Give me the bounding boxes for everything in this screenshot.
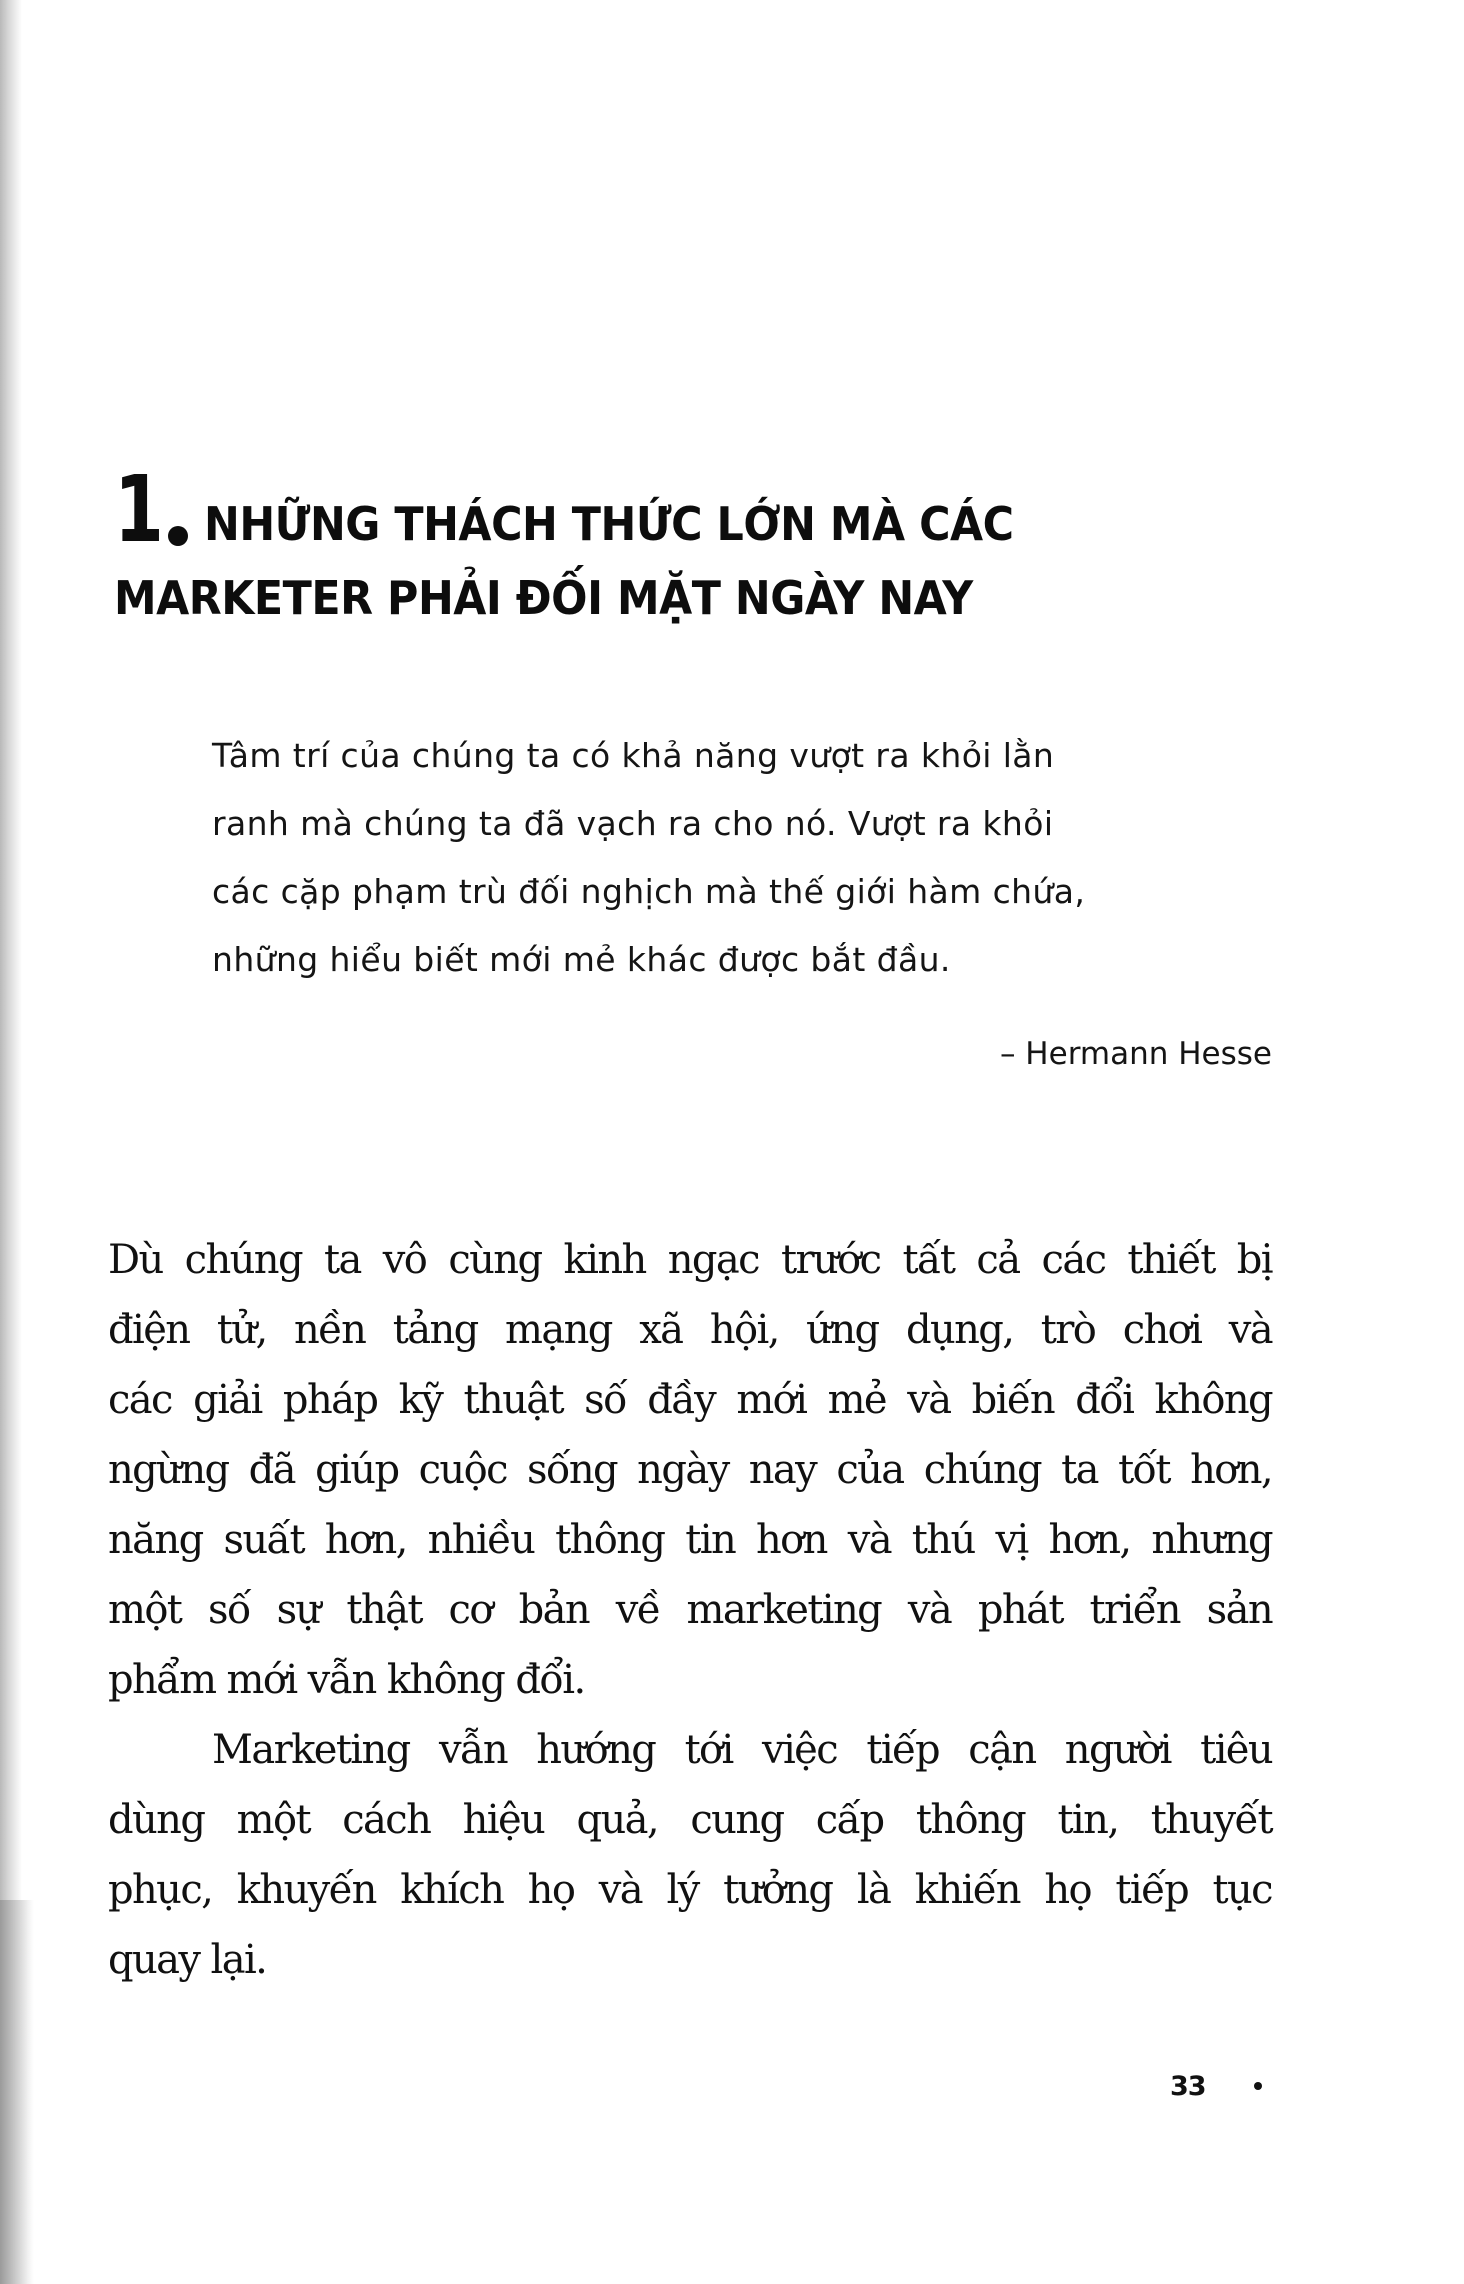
body-line: dùng một cách hiệu quả, cung cấp thông tin, thuyết bbox=[108, 1797, 1272, 1843]
book-spine-shadow-bottom bbox=[0, 1900, 34, 2284]
body-line: quay lại. bbox=[108, 1937, 267, 1983]
epigraph-attribution: – Hermann Hesse bbox=[999, 1036, 1272, 1072]
body-line: một số sự thật cơ bản về marketing và phát triển sản bbox=[108, 1587, 1272, 1633]
chapter-title-line-2: MARKETER PHẢI ĐỐI MẶT NGÀY NAY bbox=[114, 571, 973, 625]
epigraph bbox=[212, 722, 1272, 1072]
bullet-icon bbox=[1254, 2082, 1262, 2090]
epigraph-line: những hiểu biết mới mẻ khác được bắt đầu. bbox=[212, 940, 951, 979]
chapter-number: 1 bbox=[114, 456, 160, 563]
epigraph-line: ranh mà chúng ta đã vạch ra cho nó. Vượt ra khỏi bbox=[212, 804, 1054, 843]
body-line: năng suất hơn, nhiều thông tin hơn và thú vị hơn, nhưng bbox=[108, 1517, 1272, 1563]
chapter-heading bbox=[114, 456, 1214, 628]
epigraph-line: Tâm trí của chúng ta có khả năng vượt ra khỏi lằn bbox=[212, 736, 1055, 775]
body-line: phục, khuyến khích họ và lý tưởng là khiến họ tiếp tục bbox=[108, 1867, 1272, 1913]
chapter-title-line-1: NHỮNG THÁCH THỨC LỚN MÀ CÁC bbox=[204, 497, 1014, 551]
body-line: phẩm mới vẫn không đổi. bbox=[108, 1657, 585, 1703]
paragraph-2 bbox=[108, 1715, 1272, 1995]
paragraph-1 bbox=[108, 1225, 1272, 1715]
body-text bbox=[108, 1225, 1272, 1995]
body-line: điện tử, nền tảng mạng xã hội, ứng dụng, trò chơi và bbox=[108, 1307, 1272, 1353]
chapter-heading-line-2 bbox=[114, 572, 1214, 628]
body-line: ngừng đã giúp cuộc sống ngày nay của chúng ta tốt hơn, bbox=[108, 1447, 1272, 1493]
page-number: 33 bbox=[1170, 2070, 1206, 2102]
epigraph-line: các cặp phạm trù đối nghịch mà thế giới hàm chứa, bbox=[212, 872, 1086, 911]
body-line: Marketing vẫn hướng tới việc tiếp cận người tiêu bbox=[212, 1727, 1272, 1773]
body-line: Dù chúng ta vô cùng kinh ngạc trước tất cả các thiết bị bbox=[108, 1237, 1272, 1283]
page-footer bbox=[1170, 2066, 1262, 2106]
body-line: các giải pháp kỹ thuật số đầy mới mẻ và biến đổi không bbox=[108, 1377, 1272, 1423]
chapter-heading-line-1 bbox=[114, 456, 1214, 563]
chapter-number-dot bbox=[168, 526, 188, 546]
